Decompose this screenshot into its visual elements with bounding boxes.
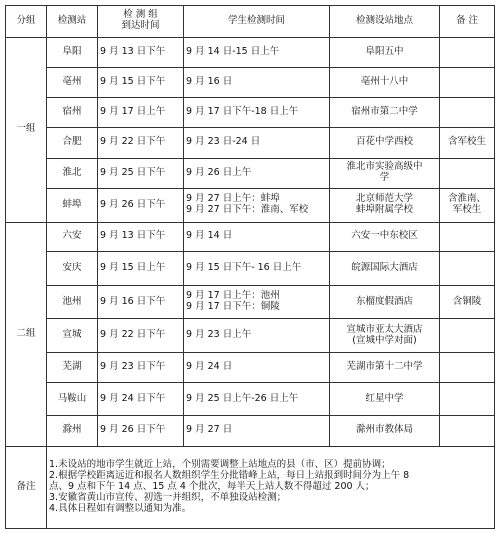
location-line: 宣城市亚太大酒店 bbox=[346, 323, 423, 335]
table-row bbox=[6, 158, 495, 189]
location-line: 蚌埠附属学校 bbox=[355, 204, 413, 216]
location-line: 百花中学西校 bbox=[355, 136, 413, 148]
location-line: 宿州市第二中学 bbox=[351, 105, 418, 117]
header-remark: 备 注 bbox=[440, 6, 495, 38]
header-arrival bbox=[98, 6, 184, 38]
location-line: 六安一中东校区 bbox=[351, 230, 418, 242]
site-name: 合肥 bbox=[47, 128, 98, 159]
test-time-line: 9 月 27 日上午：蚌埠 bbox=[186, 193, 280, 205]
notes-label: 备注 bbox=[6, 446, 47, 528]
test-time-line: 9 月 16 日 bbox=[186, 75, 233, 87]
table-row bbox=[6, 319, 495, 353]
test-location bbox=[330, 128, 440, 159]
test-time bbox=[184, 352, 330, 383]
header-row bbox=[6, 6, 495, 38]
location-line: 东榴度假酒店 bbox=[355, 295, 413, 307]
test-time bbox=[184, 415, 330, 446]
test-location bbox=[330, 97, 440, 128]
test-location bbox=[330, 252, 440, 286]
arrival-time: 9 月 24 日下午 bbox=[98, 383, 184, 416]
location-line: 亳州十八中 bbox=[360, 75, 409, 87]
location-line: (宣城中学对面) bbox=[352, 334, 417, 346]
test-time-line: 9 月 23 日-24 日 bbox=[186, 136, 261, 148]
location-line: 芜湖市第十二中学 bbox=[346, 361, 423, 373]
test-location bbox=[330, 319, 440, 353]
test-location bbox=[330, 37, 440, 68]
table-row bbox=[6, 189, 495, 223]
site-name: 亳州 bbox=[47, 68, 98, 98]
header-group: 分组 bbox=[6, 6, 47, 38]
group-label: 二组 bbox=[6, 222, 47, 446]
test-time bbox=[184, 189, 330, 223]
location-line: 滁州市教体局 bbox=[355, 424, 413, 436]
row-remark bbox=[440, 97, 495, 128]
test-location bbox=[330, 352, 440, 383]
schedule-table bbox=[5, 5, 495, 529]
arrival-time: 9 月 26 日下午 bbox=[98, 189, 184, 223]
header-location: 检测设站地点 bbox=[330, 6, 440, 38]
row-remark bbox=[440, 383, 495, 416]
location-line: 北京师范大学 bbox=[355, 193, 413, 205]
table-row bbox=[6, 68, 495, 98]
test-time-line: 9 月 27 日下午：淮南、军校 bbox=[186, 204, 309, 216]
arrival-time: 9 月 17 日上午 bbox=[98, 97, 184, 128]
location-line: 红星中学 bbox=[365, 392, 404, 404]
arrival-time: 9 月 15 日下午 bbox=[98, 68, 184, 98]
table-row bbox=[6, 37, 495, 68]
arrival-time: 9 月 26 日下午 bbox=[98, 415, 184, 446]
arrival-time: 9 月 23 日下午 bbox=[98, 352, 184, 383]
location-line: 阜阳五中 bbox=[365, 45, 404, 57]
site-name: 蚌埠 bbox=[47, 189, 98, 223]
test-time bbox=[184, 252, 330, 286]
site-name: 芜湖 bbox=[47, 352, 98, 383]
test-location bbox=[330, 68, 440, 98]
site-name: 安庆 bbox=[47, 252, 98, 286]
test-time-line: 9 月 25 日上午-26 日上午 bbox=[186, 392, 299, 404]
arrival-time: 9 月 16 日下午 bbox=[98, 285, 184, 319]
site-name: 马鞍山 bbox=[47, 383, 98, 416]
group-label: 一组 bbox=[6, 37, 47, 222]
schedule-rows bbox=[6, 37, 495, 446]
location-line: 皖源国际大酒店 bbox=[351, 261, 418, 273]
site-name: 六安 bbox=[47, 222, 98, 252]
test-location bbox=[330, 158, 440, 189]
note-line: 3.安徽省黄山市宣传、初选一并组织，不单独设站检测； bbox=[49, 491, 287, 503]
test-location bbox=[330, 189, 440, 223]
arrival-time: 9 月 22 日下午 bbox=[98, 319, 184, 353]
notes-row bbox=[6, 446, 495, 528]
row-remark bbox=[440, 285, 495, 319]
header-arrival-line2: 到达时间 bbox=[121, 20, 160, 32]
test-time bbox=[184, 222, 330, 252]
table-row bbox=[6, 252, 495, 286]
table-row bbox=[6, 352, 495, 383]
test-time bbox=[184, 68, 330, 98]
test-time-line: 9 月 14 日 bbox=[186, 230, 233, 242]
site-name: 池州 bbox=[47, 285, 98, 319]
arrival-time: 9 月 15 日上午 bbox=[98, 252, 184, 286]
table-row bbox=[6, 222, 495, 252]
location-line: 淮北市实验高级中 bbox=[346, 161, 423, 173]
note-line: 点、9 点和下午 14 点、15 点 4 个批次，每半天上站人数不得超过 200 人； bbox=[49, 480, 375, 492]
arrival-time: 9 月 13 日下午 bbox=[98, 222, 184, 252]
row-remark bbox=[440, 352, 495, 383]
test-location bbox=[330, 222, 440, 252]
site-name: 阜阳 bbox=[47, 37, 98, 68]
arrival-time: 9 月 22 日下午 bbox=[98, 128, 184, 159]
site-name: 宣城 bbox=[47, 319, 98, 353]
test-time bbox=[184, 319, 330, 353]
site-name: 滁州 bbox=[47, 415, 98, 446]
test-time bbox=[184, 158, 330, 189]
row-remark bbox=[440, 37, 495, 68]
test-time-line: 9 月 17 日上午：池州 bbox=[186, 290, 280, 302]
test-time-line: 9 月 26 日上午 bbox=[186, 166, 252, 178]
test-location bbox=[330, 383, 440, 416]
test-time-line: 9 月 27 日 bbox=[186, 424, 233, 436]
table-row bbox=[6, 97, 495, 128]
test-time-line: 9 月 14 日-15 日上午 bbox=[186, 45, 280, 57]
arrival-time: 9 月 13 日下午 bbox=[98, 37, 184, 68]
header-test-time: 学生检测时间 bbox=[184, 6, 330, 38]
site-name: 宿州 bbox=[47, 97, 98, 128]
header-arrival-line1: 检 测 组 bbox=[123, 9, 158, 21]
row-remark bbox=[440, 415, 495, 446]
test-time-line: 9 月 17 日下午-18 日上午 bbox=[186, 105, 299, 117]
test-location bbox=[330, 415, 440, 446]
remark-line: 含铜陵 bbox=[452, 295, 482, 307]
test-time-line: 9 月 24 日 bbox=[186, 361, 233, 373]
test-location bbox=[330, 285, 440, 319]
location-line: 学 bbox=[379, 172, 390, 184]
notes-content bbox=[47, 446, 495, 528]
test-time-line: 9 月 23 日上午 bbox=[186, 329, 252, 341]
test-time bbox=[184, 128, 330, 159]
remark-line: 军校生 bbox=[452, 204, 482, 216]
table-row bbox=[6, 383, 495, 416]
row-remark bbox=[440, 128, 495, 159]
header-site: 检测站 bbox=[47, 6, 98, 38]
test-time-line: 9 月 15 日下午- 16 日上午 bbox=[186, 261, 302, 273]
note-line: 1.未设站的地市学生就近上站，个别需要调整上站地点的县（市、区）提前协调； bbox=[49, 458, 391, 470]
test-time bbox=[184, 97, 330, 128]
row-remark bbox=[440, 252, 495, 286]
test-time-line: 9 月 17 日下午：铜陵 bbox=[186, 301, 280, 312]
table-row bbox=[6, 128, 495, 159]
row-remark bbox=[440, 68, 495, 98]
arrival-time: 9 月 25 日下午 bbox=[98, 158, 184, 189]
test-time bbox=[184, 285, 330, 319]
row-remark bbox=[440, 189, 495, 223]
row-remark bbox=[440, 158, 495, 189]
site-name: 淮北 bbox=[47, 158, 98, 189]
table-row bbox=[6, 415, 495, 446]
remark-line: 含军校生 bbox=[447, 136, 486, 148]
row-remark bbox=[440, 319, 495, 353]
remark-line: 含淮南、 bbox=[447, 193, 486, 205]
test-time bbox=[184, 37, 330, 68]
note-line: 2.根据学校距离远近和报名人数组织学生分批错峰上站，每日上站报到时间分为上午 8 bbox=[49, 469, 410, 481]
test-time bbox=[184, 383, 330, 416]
note-line: 4.具体日程如有调整以通知为准。 bbox=[49, 502, 192, 514]
row-remark bbox=[440, 222, 495, 252]
table-row bbox=[6, 285, 495, 319]
